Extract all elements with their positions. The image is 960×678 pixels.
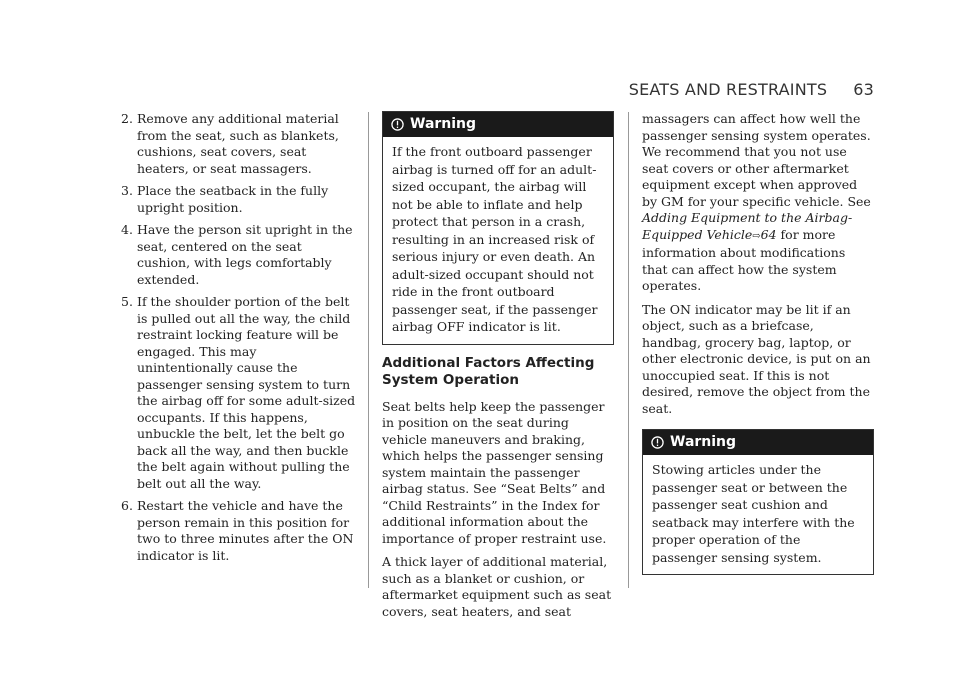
warning-text: Stowing articles under the passenger seat or between the passenger seat cushion and seatback may interfere with the proper operation of the passenger sensing system. bbox=[652, 462, 855, 565]
step-text: Remove any additional material from the seat, such as blankets, cushions, seat covers, seat heaters, or seat massagers. bbox=[137, 111, 339, 176]
step-number: 5. bbox=[121, 294, 133, 309]
step-text: Restart the vehicle and have the person remain in this position for two to three minutes after the ON indicator is lit. bbox=[137, 498, 354, 563]
column-divider bbox=[628, 112, 629, 588]
warning-icon bbox=[391, 118, 404, 131]
step-number: 4. bbox=[121, 222, 133, 237]
step-text: Place the seatback in the fully upright position. bbox=[137, 183, 329, 215]
step-item bbox=[121, 498, 356, 564]
paragraph: A thick layer of additional material, such as a blanket or cushion, or aftermarket equipment such as seat covers, seat heaters, and seat bbox=[382, 554, 612, 619]
step-item bbox=[121, 294, 356, 492]
warning-box bbox=[382, 111, 614, 345]
warning-text: If the front outboard passenger airbag is turned off for an adult-sized occupant, the airbag will not be able to inflate and help protect that person in a crash, resulting in an increased risk of serious injury or even death. An adult-sized occupant should not ride in the front outboard passenger seat, if the passenger airbag OFF indicator is lit. bbox=[392, 144, 598, 334]
step-number: 6. bbox=[121, 498, 133, 513]
warning-box bbox=[642, 429, 874, 575]
column-2 bbox=[382, 111, 614, 627]
page-ref-arrow-icon: ⇨ bbox=[752, 230, 761, 242]
step-number: 2. bbox=[121, 111, 133, 126]
paragraph-text: for more information about modifications that can affect how the system operates. bbox=[642, 226, 846, 293]
paragraph: The ON indicator may be lit if an object, such as a briefcase, handbag, grocery bag, laptop, or other electronic device, is put on an unoccupied seat. If this is not desired, remove the object from the seat. bbox=[642, 301, 871, 416]
step-item bbox=[121, 111, 356, 177]
reference-title: Adding Equipment to the Airbag-Equipped Vehicle bbox=[642, 210, 853, 242]
warning-header bbox=[643, 430, 873, 455]
page-header bbox=[629, 80, 874, 99]
column-divider bbox=[368, 112, 369, 588]
paragraph bbox=[642, 111, 874, 295]
warning-title: Warning bbox=[670, 434, 737, 451]
step-number: 3. bbox=[121, 183, 133, 198]
step-text: If the shoulder portion of the belt is pulled out all the way, the child restraint locking feature will be engaged. This may unintentionally cause the passenger sensing system to turn the airbag off for some adult-sized occupants. If this happens, unbuckle the belt, let the belt go back all the way, and then buckle the belt again without pulling the belt out all the way. bbox=[137, 294, 356, 491]
section-title: SEATS AND RESTRAINTS bbox=[628, 80, 828, 99]
step-text: Have the person sit upright in the seat, centered on the seat cushion, with legs comfortably extended. bbox=[137, 222, 353, 287]
reference-page: 64 bbox=[760, 226, 777, 242]
paragraph-text: massagers can affect how well the passenger sensing system operates. We recommend that you not use seat covers or other aftermarket equipment except when approved by GM for your specific vehicle. See bbox=[642, 111, 871, 209]
step-item bbox=[121, 222, 356, 288]
warning-header bbox=[383, 112, 613, 137]
procedure-steps bbox=[121, 111, 356, 564]
page-number: 63 bbox=[853, 80, 874, 99]
column-1 bbox=[121, 111, 356, 570]
step-item bbox=[121, 183, 356, 216]
column-3 bbox=[642, 111, 874, 585]
paragraph: Seat belts help keep the passenger in position on the seat during vehicle maneuvers and braking, which helps the passenger sensing system maintain the passenger airbag status. See “Seat Belts” and “Child Restraints” in the Index for additional information about the importance of proper restraint use. bbox=[382, 398, 607, 546]
section-heading: Additional Factors Affecting System Operation bbox=[382, 354, 595, 388]
warning-icon bbox=[651, 436, 664, 449]
warning-title: Warning bbox=[410, 116, 477, 133]
